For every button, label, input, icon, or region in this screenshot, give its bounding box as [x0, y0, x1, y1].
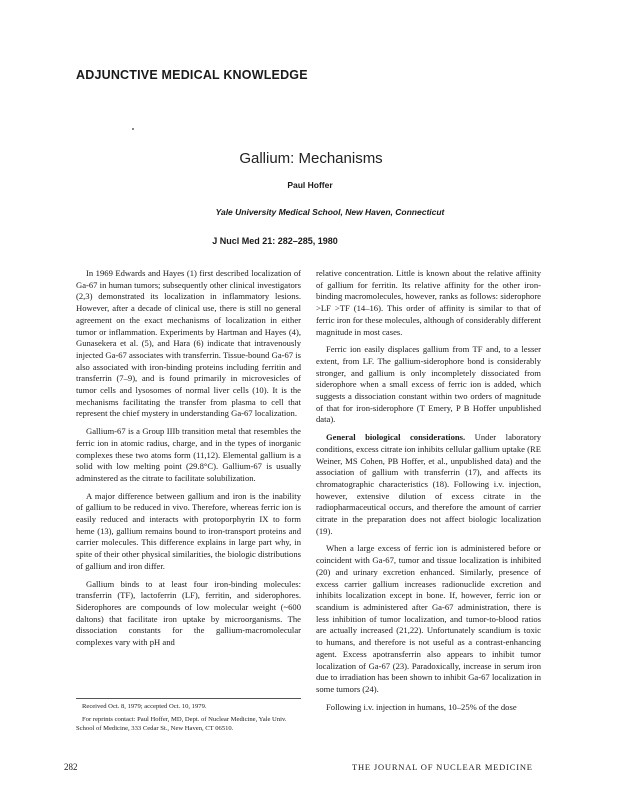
body-paragraph: When a large excess of ferric ion is administered before or coincident with Ga-67, tumor and tissue localization is inhibited (20) and urinary excretion enhanced. Similarly, presence of excess carrier gallium increases radionuclide excretion and inhibits localization except in bone. If, however, ferric ion or scandium is administered after Ga-67 administration, there is less inhibition of tumor localization, and tumor-to-blood ratios are actually increased (21,22). Unfortunately scandium is toxic to humans, and therefore is not useful as a contrast-enhancing agent. Excess apotransferrin also appears to inhibit tumor localization of Ga-67 (23). Paradoxically, increase in serum iron due to irradiation has been shown to inhibit Ga-67 localization in some tumors (24).: [316, 543, 541, 694]
article-title-text: Gallium: Mechanisms: [239, 150, 383, 167]
journal-citation: J Nucl Med 21: 282–285, 1980: [212, 236, 338, 246]
footnote-reprints: For reprints contact: Paul Hoffer, MD, Dept. of Nuclear Medicine, Yale Univ. School of Medicine, 333 Cedar St., New Haven, CT 06510.: [76, 716, 287, 732]
left-column: [76, 268, 301, 649]
article-title: [0, 150, 620, 167]
author-name: Paul Hoffer: [287, 180, 333, 190]
body-paragraph: Following i.v. injection in humans, 10–25% of the dose: [326, 701, 517, 712]
subsection-heading: General biological considerations.: [326, 432, 466, 443]
body-paragraph: [316, 432, 541, 537]
body-paragraph: Gallium-67 is a Group IIIb transition metal that resembles the ferric ion in atomic radius, charge, and in the types of inorganic complexes these two atoms form (11,12). Elemental gallium is a solid with low melting point (29.8°C). Gallium-67 is usually adminstered as the citrate to facilitate solubilization.: [76, 426, 301, 483]
footnote-divider: [76, 698, 301, 699]
journal-running-footer: THE JOURNAL OF NUCLEAR MEDICINE: [352, 762, 533, 772]
scan-artifact-dot: [132, 128, 134, 130]
body-paragraph: Ferric ion easily displaces gallium from TF and, to a lesser extent, from LF. The gallium-siderophore bond is considerably stronger, and gallium is only incompletely dissociated from siderophore when a small excess of ferric ion is added, which suggests a dissociation constant within two orders of magnitude of that for iron-siderophore (T Emery, P B Hoffer unpublished data).: [316, 344, 541, 425]
page-number: 282: [64, 762, 78, 772]
author-affiliation: Yale University Medical School, New Haven, Connecticut: [215, 207, 445, 217]
body-paragraph: Gallium binds to at least four iron-binding molecules: transferrin (TF), lactoferrin (LF), ferritin, and siderophores. Siderophores are compounds of low molecular weight (~600 daltons) that facilitate iron uptake by microorganisms. The dissociation constants for the gallium-macromolecular complexes vary with pH and: [76, 578, 301, 648]
section-heading: ADJUNCTIVE MEDICAL KNOWLEDGE: [76, 68, 308, 82]
right-column: [316, 268, 541, 713]
body-paragraph: relative concentration. Little is known about the relative affinity of gallium for ferritin. Its relative affinity for the other iron-binding macromolecules, however, ranks as follows: siderophore >LF >TF (14–16). This order of affinity is similar to that of ferric iron for these molecules, although of considerably different magnitude in most cases.: [316, 268, 541, 337]
footnotes: [76, 702, 301, 733]
body-paragraph: In 1969 Edwards and Hayes (1) first described localization of Ga-67 in human tumors; subsequently other clinical investigators (2,3) demonstrated its localization in inflammatory lesions. However, after a decade of clinical use, there is still no general agreement on the exact mechanisms of localization in either tumor or inflammation. Experiments by Hartman and Hayes (4), Gunasekera et al. (5), and Hara (6) indicate that intravenously injected Ga-67 associates with transferrin. Tissue-bound Ga-67 is also associated with iron-binding proteins including ferritin and transferrin (7–9), and is found primarily in microvesicles of tumor cells and lysosomes of normal liver cells (10). It is the mechanisms facilitating the transfer from plasma to cell that represent the chief mystery in understanding Ga-67 localization.: [76, 268, 301, 419]
paragraph-text: Under laboratory conditions, excess citrate ion inhibits cellular gallium uptake (RE Weiner, MS Cohen, PB Hoffer, et al., unpublished data) and the association of gallium with transferrin (17), and affects its chromatographic characteristics (18). Following i.v. injection, however, extensive dilution of excess citrate in the radiopharmaceutical occurs, and therefore the amount of carrier citrate in the preparation does not affect biologic localization (19).: [316, 432, 541, 536]
footnote-received: Received Oct. 8, 1979; accepted Oct. 10, 1979.: [82, 703, 207, 710]
body-paragraph: A major difference between gallium and iron is the inability of gallium to be reduced in vivo. Therefore, whereas ferric ion is easily reduced and interacts with protoporphyrin IX to form heme (13), gallium remains bound to iron-transport proteins and carrier molecules. This difference explains in large part why, in spite of their other physical similarities, the biologic distributions of gallium and iron differ.: [76, 490, 301, 571]
